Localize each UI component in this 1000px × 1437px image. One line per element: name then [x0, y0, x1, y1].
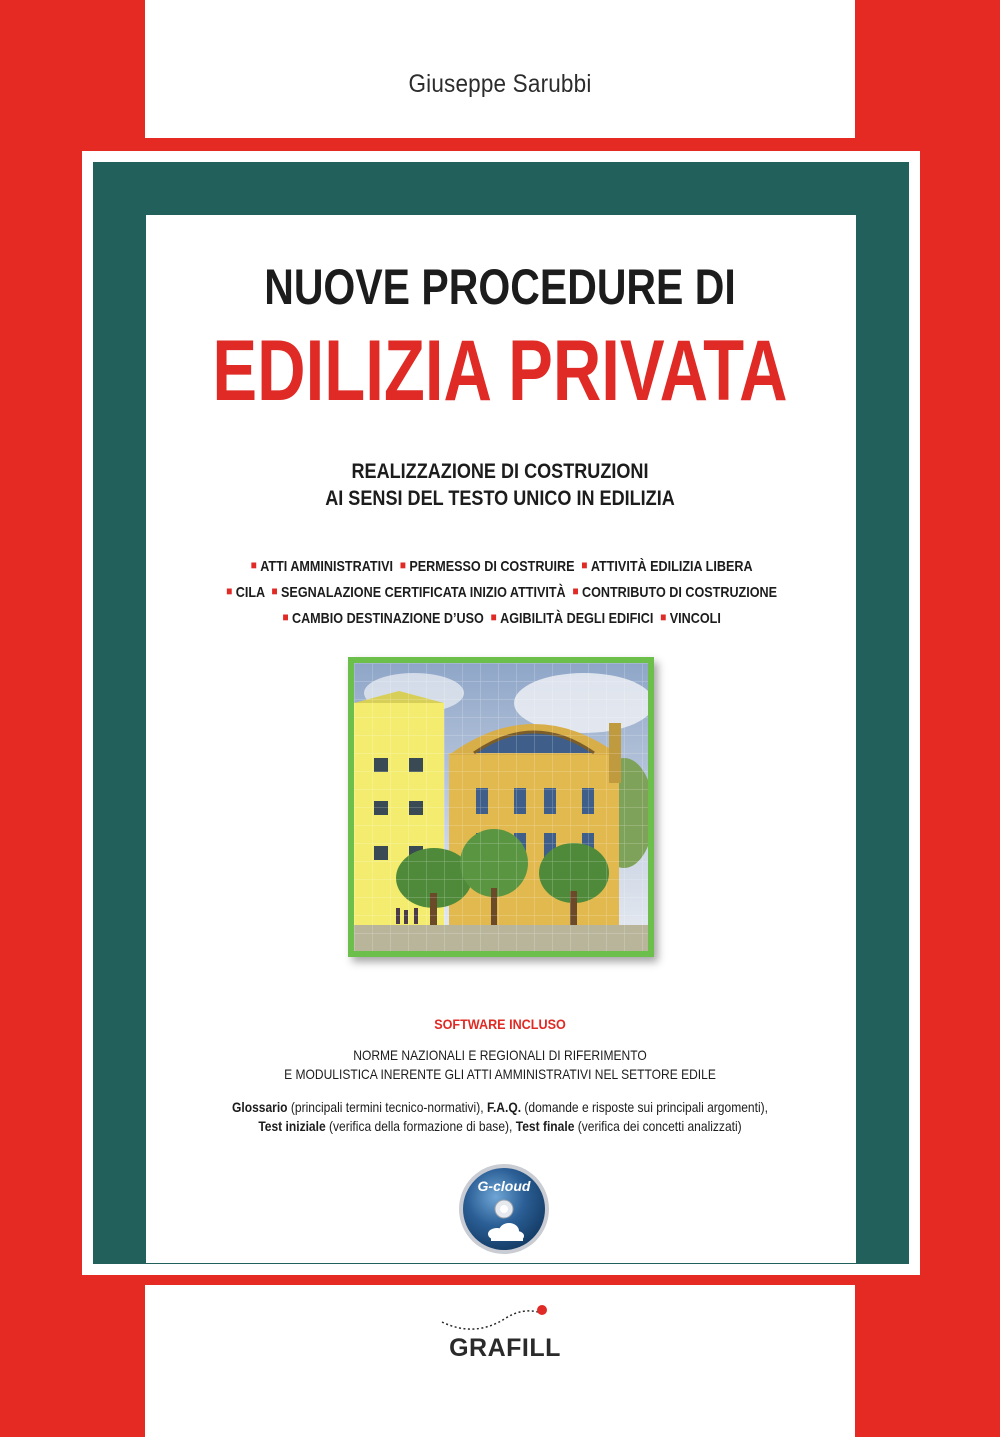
bullet-icon: ■ [282, 610, 289, 624]
bullet-icon: ■ [660, 610, 667, 624]
bullet-icon: ■ [271, 584, 278, 598]
building-illustration [354, 663, 648, 951]
software-description [70, 1046, 930, 1084]
topics-line-1 [80, 553, 920, 579]
publisher-logo [430, 1300, 580, 1380]
software-desc-line-2: E MODULISTICA INERENTE GLI ATTI AMMINISTRATIVI NEL SETTORE EDILE [284, 1066, 716, 1082]
subtitle [70, 458, 930, 512]
g-cloud-label: G-cloud [477, 1178, 531, 1194]
bullet-icon: ■ [250, 558, 257, 572]
topic-item: CILA [235, 584, 265, 601]
features-line-1 [70, 1098, 930, 1117]
faq-desc: (domande e risposte sui principali argomenti), [521, 1099, 768, 1115]
author-name: Giuseppe Sarubbi [408, 70, 592, 98]
cover-illustration [348, 657, 654, 957]
title-line-2: EDILIZIA PRIVATA [212, 323, 788, 419]
bullet-icon: ■ [581, 558, 588, 572]
software-features [70, 1098, 930, 1136]
topics-list [80, 553, 920, 631]
bullet-icon: ■ [226, 584, 233, 598]
publisher-name: GRAFILL [449, 1334, 561, 1362]
faq-label: F.A.Q. [486, 1099, 522, 1115]
bullet-icon: ■ [490, 610, 497, 624]
topic-item: AGIBILITÀ DEGLI EDIFICI [500, 610, 654, 627]
g-cloud-badge [457, 1162, 551, 1256]
topic-item: ATTIVITÀ EDILIZIA LIBERA [590, 558, 753, 575]
test-iniziale-desc: (verifica della formazione di base), [325, 1118, 516, 1134]
glossario-label: Glossario [232, 1099, 288, 1115]
test-finale-desc: (verifica dei concetti analizzati) [574, 1118, 742, 1134]
topic-item: ATTI AMMINISTRATIVI [260, 558, 394, 575]
test-finale-label: Test finale [515, 1118, 575, 1134]
topic-item: CONTRIBUTO DI COSTRUZIONE [581, 584, 778, 601]
topic-item: PERMESSO DI COSTRUIRE [409, 558, 575, 575]
glossario-desc: (principali termini tecnico-normativi), [287, 1099, 487, 1115]
topics-line-3 [80, 605, 920, 631]
title-line-1: NUOVE PROCEDURE DI [264, 259, 736, 315]
topic-item: CAMBIO DESTINAZIONE D’USO [291, 610, 484, 627]
subtitle-line-1: REALIZZAZIONE DI COSTRUZIONI [351, 460, 649, 483]
top-band [145, 0, 855, 138]
topics-line-2 [80, 579, 920, 605]
bullet-icon: ■ [572, 584, 579, 598]
cd-icon [457, 1162, 551, 1256]
subtitle-line-2: AI SENSI DEL TESTO UNICO IN EDILIZIA [325, 487, 675, 510]
features-line-2 [70, 1117, 930, 1136]
topic-item: VINCOLI [669, 610, 721, 627]
topic-item: SEGNALAZIONE CERTIFICATA INIZIO ATTIVITÀ [281, 584, 566, 601]
bullet-icon: ■ [399, 558, 406, 572]
software-desc-line-1: NORME NAZIONALI E REGIONALI DI RIFERIMENTO [353, 1047, 647, 1063]
test-iniziale-label: Test iniziale [258, 1118, 326, 1134]
software-heading: SOFTWARE INCLUSO [434, 1016, 566, 1032]
